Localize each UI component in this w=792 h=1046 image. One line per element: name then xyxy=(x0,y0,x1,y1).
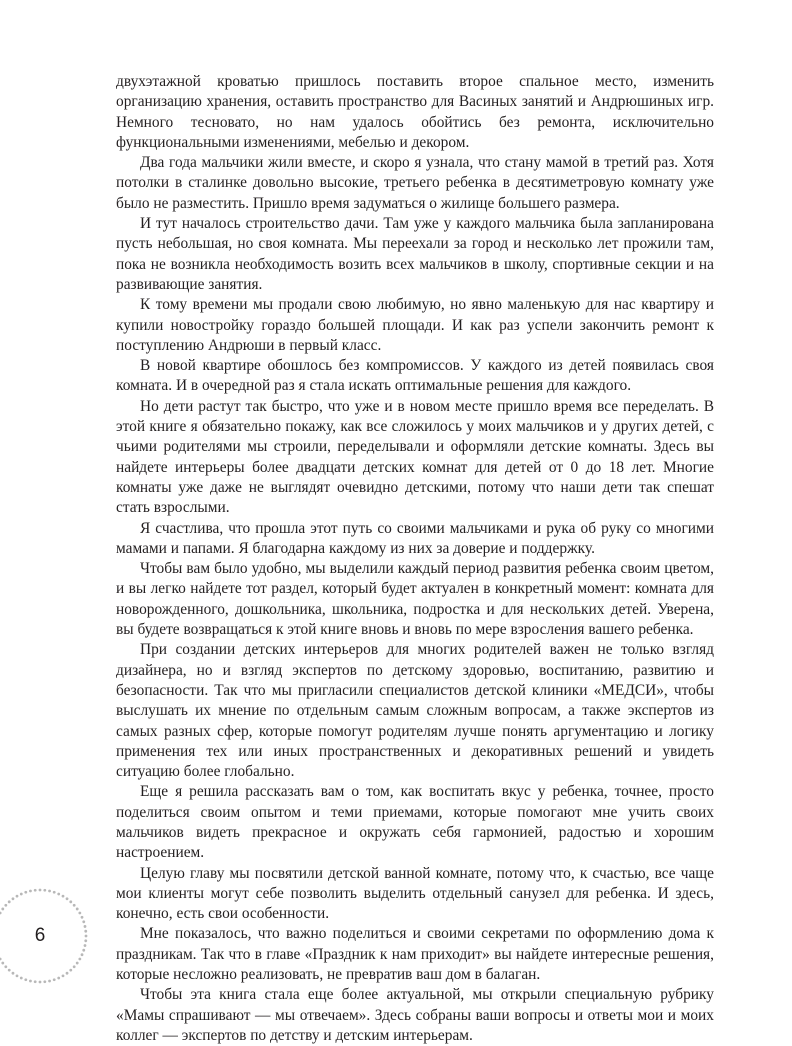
ornament-dot xyxy=(66,897,69,900)
ornament-dot xyxy=(48,980,51,983)
page-number: 6 xyxy=(34,925,46,946)
ornament-dot xyxy=(20,977,23,980)
paragraph-7: Я счастлива, что прошла этот путь со своими мальчиками и рука об руку со многими мамами и папами. Я благодарна каждому из них за доверие и поддержку. xyxy=(116,519,714,557)
ornament-dot xyxy=(66,972,69,975)
ornament-dot xyxy=(39,889,42,892)
page-body xyxy=(116,72,714,1046)
ornament-dot xyxy=(29,890,32,893)
ornament-dot xyxy=(82,949,85,952)
ornament-dot xyxy=(82,920,85,923)
paragraph-5: В новой квартире обошлось без компромиссов. У каждого из детей появилась своя комната. И в очередной раз я стала искать оптимальные решения для каждого. xyxy=(116,357,714,395)
ornament-dot xyxy=(1,908,4,911)
ornament-dot xyxy=(84,944,87,947)
paragraph-1: двухэтажной кроватью пришлось поставить второе спальное место, изменить организацию хранения, оставить пространство для Васиных занятий и Андрюшиных игр. Немного тесновато, но нам удалось обойтись без ремонта, исключительно функциональными изменениями, мебелью и декором. xyxy=(116,73,714,151)
ornament-dot xyxy=(34,980,37,983)
paragraph-11: Целую главу мы посвятили детской ванной комнате, потому что, к счастью, все чаще мои клиенты могут себе позволить выделить отдельный санузел для ребенка. И здесь, конечно, есть свои особенности. xyxy=(116,864,714,923)
ornament-dot xyxy=(73,904,76,907)
ornament-dot xyxy=(69,900,72,903)
ornament-dot xyxy=(39,981,42,984)
ornament-dot xyxy=(85,935,88,938)
paragraph-9: При создании детских интерьеров для многих родителей важен не только взгляд дизайнера, но и взгляд экспертов по детскому здоровью, воспитанию, развитию и безопасности. Так что мы пригласили специалистов детской клиники «МЕДСИ», чтобы выслушать их мнение по отдельным самым сложным вопросам, а также экспертов из самых разных сфер, которые помогут родителям лучше понять аргументацию и логику применения тех или иных пространственных и декоративных решений и увидеть ситуацию более глобально. xyxy=(116,641,714,781)
paragraph-3: И тут началось строительство дачи. Там уже у каждого мальчика была запланирована пусть небольшая, но своя комната. Мы переехали за город и несколько лет прожили там, пока не возникла необходимость возить всех мальчиков в школу, спортивные секции и на развивающие занятия. xyxy=(116,215,714,293)
ornament-dot xyxy=(12,897,15,900)
ornament-dot xyxy=(24,978,27,981)
ornament-dot xyxy=(84,939,87,942)
ornament-dot xyxy=(78,912,81,915)
ornament-dot xyxy=(34,889,37,892)
paragraph-2: Два года мальчики жили вместе, и скоро я узнала, что стану мамой в третий раз. Хотя потолки в сталинке довольно высокие, третьего ребенка в десятиметровую комнату уже было не разместить. Пришло время задуматься о жилище большего размера. xyxy=(116,154,714,212)
ornament-dot xyxy=(57,893,60,896)
ornament-dot xyxy=(1,962,4,965)
ornament-dot xyxy=(62,974,65,977)
ornament-dot xyxy=(8,900,11,903)
ornament-dot xyxy=(81,916,84,919)
ornament-dot xyxy=(0,912,2,915)
ornament-dot xyxy=(62,895,65,898)
paragraph-8: Чтобы вам было удобно, мы выделили каждый период развития ребенка своим цветом, и вы легко найдете тот раздел, который будет актуален в конкретный момент: комната для новорожденного, дошкольника, школьника, подростка и для нескольких детей. Уверена, вы будете возвращаться к этой книге вновь и вновь по мере взросления вашего ребенка. xyxy=(116,560,714,639)
ornament-dot xyxy=(29,980,32,983)
paragraph-10: Еще я решила рассказать вам о том, как воспитать вкус у ребенка, точнее, просто поделиться своим опытом и теми приемами, которые помогают мне учить своих мальчиков видеть прекрасное и окружать себя гармонией, радостью и хорошим настроением. xyxy=(116,783,714,862)
ornament-dot xyxy=(4,904,7,907)
ornament-dot xyxy=(12,972,15,975)
ornament-dot xyxy=(16,895,19,898)
ornament-dot xyxy=(69,969,72,972)
paragraph-6: Но дети растут так быстро, что уже и в новом месте пришло время все переделать. В этой книге я обязательно покажу, как все сложилось у моих мальчиков и у других детей, с чьими родителями мы строили, переделывали и оформляли детские комнаты. Здесь вы найдете интерьеры более двадцати детских комнат для детей от 0 до 18 лет. Многие комнаты уже даже не выглядят очевидно детскими, потому что наши дети так спешат стать взрослыми. xyxy=(116,397,714,517)
ornament-dot xyxy=(43,889,46,892)
paragraph-12: Мне показалось, что важно поделиться и своими секретами по оформлению дома к праздникам. Так что в главе «Праздник к нам приходит» вы найдете интересные решения, которые несложно реализовать, не превратив ваш дом в балаган. xyxy=(116,925,714,984)
ornament-dot xyxy=(20,893,23,896)
ornament-dot xyxy=(78,958,81,961)
ornament-dot xyxy=(48,890,51,893)
ornament-dot xyxy=(81,953,84,956)
ornament-dot xyxy=(76,962,79,965)
ornament-dot xyxy=(24,891,27,894)
ornament-dot xyxy=(84,925,87,928)
paragraph-4: К тому времени мы продали свою любимую, но явно маленькую для нас квартиру и купили новостройку гораздо большей площади. И как раз успели закончить ремонт к поступлению Андрюши в первый класс. xyxy=(116,296,714,354)
ornament-dot xyxy=(4,965,7,968)
ornament-dot xyxy=(57,977,60,980)
ornament-dot xyxy=(73,965,76,968)
ornament-dot xyxy=(76,908,79,911)
ornament-dot xyxy=(53,978,56,981)
ornament-dot xyxy=(0,958,2,961)
ornament-dot xyxy=(53,891,56,894)
ornament-dot xyxy=(43,980,46,983)
paragraph-13: Чтобы эта книга стала еще более актуальной, мы открыли специальную рубрику «Мамы спрашивают — мы отвечаем». Здесь собраны ваши вопросы и ответы мои и моих коллег — экспертов по детству и детским интерьерам. xyxy=(116,986,714,1044)
ornament-dot xyxy=(16,974,19,977)
ornament-dot xyxy=(84,930,87,933)
ornament-dot xyxy=(8,969,11,972)
